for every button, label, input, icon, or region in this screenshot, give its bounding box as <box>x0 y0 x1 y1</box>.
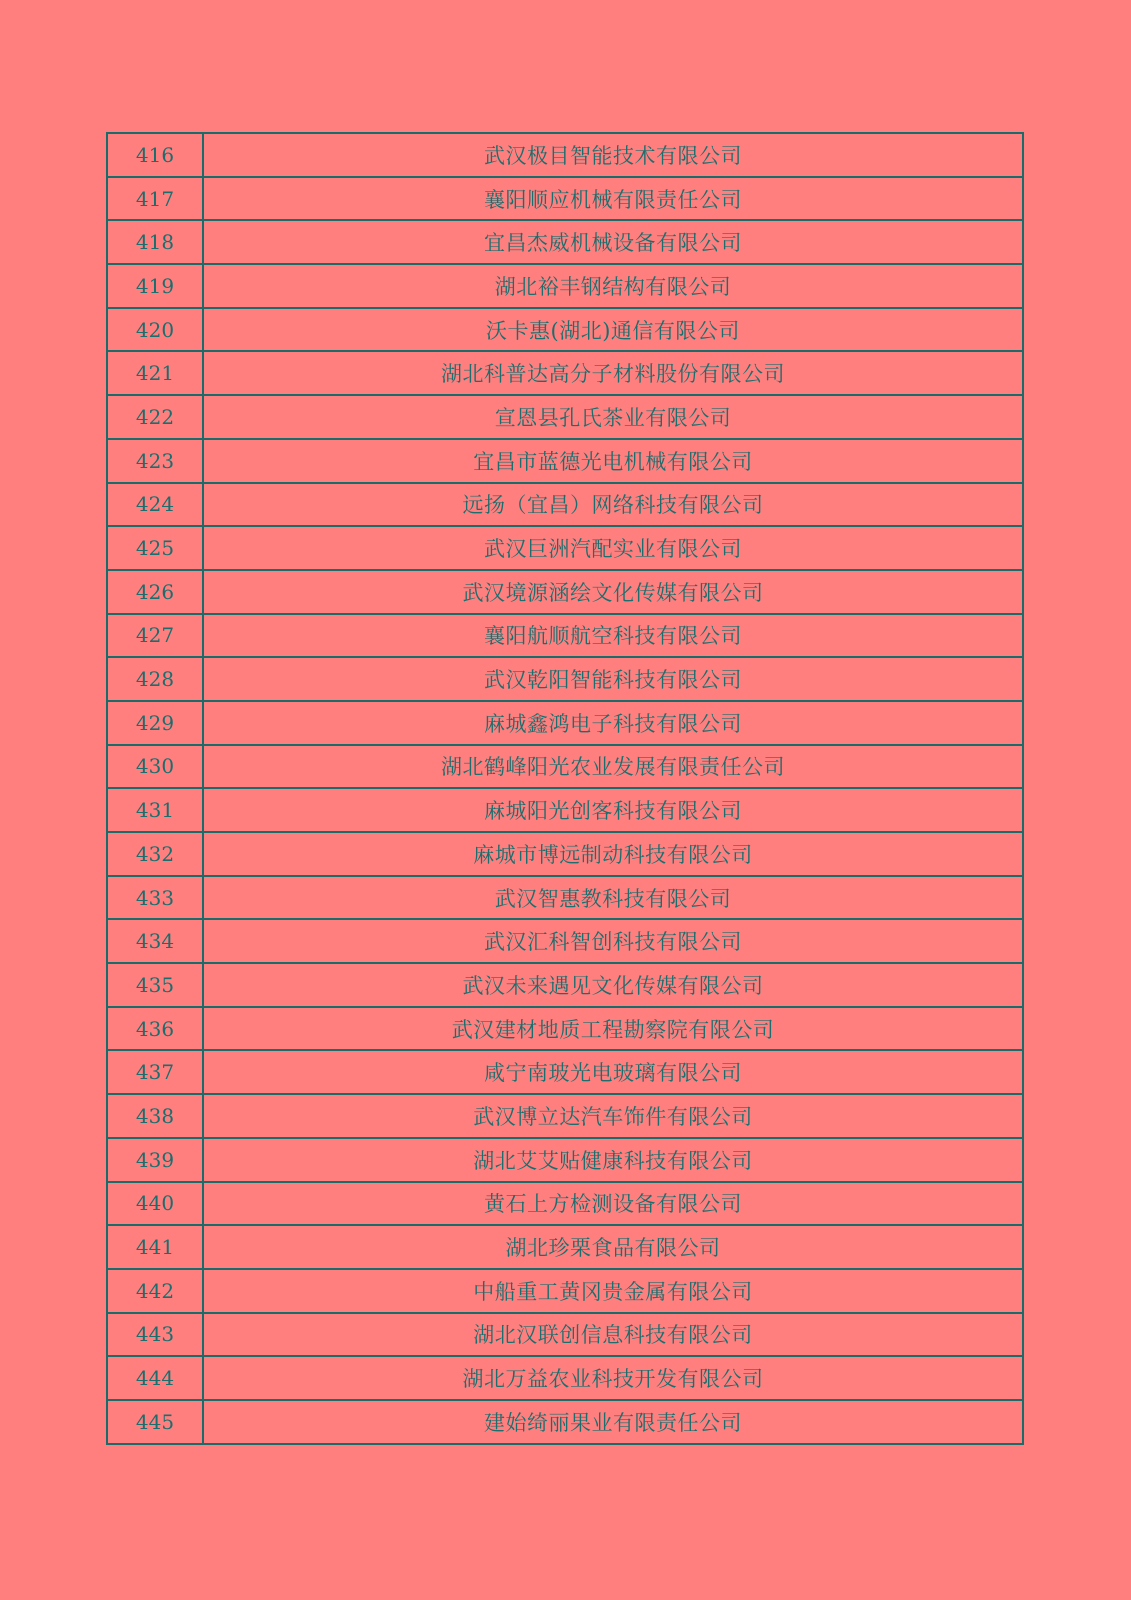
table-row <box>107 1356 1023 1400</box>
table-row <box>107 788 1023 832</box>
company-name-cell: 咸宁南玻光电玻璃有限公司 <box>203 1050 1023 1094</box>
company-name-cell: 湖北汉联创信息科技有限公司 <box>203 1313 1023 1357</box>
row-number-cell: 430 <box>107 745 203 789</box>
row-number-cell: 438 <box>107 1094 203 1138</box>
row-number-cell: 432 <box>107 832 203 876</box>
company-name-cell: 沃卡惠(湖北)通信有限公司 <box>203 308 1023 352</box>
row-number-cell: 435 <box>107 963 203 1007</box>
row-number-cell: 436 <box>107 1007 203 1051</box>
company-list-body <box>107 133 1023 1444</box>
table-row <box>107 1313 1023 1357</box>
table-row <box>107 308 1023 352</box>
row-number-cell: 419 <box>107 264 203 308</box>
company-name-cell: 襄阳顺应机械有限责任公司 <box>203 177 1023 221</box>
company-name-cell: 宣恩县孔氏茶业有限公司 <box>203 395 1023 439</box>
company-name-cell: 麻城鑫鸿电子科技有限公司 <box>203 701 1023 745</box>
row-number-cell: 420 <box>107 308 203 352</box>
company-name-cell: 襄阳航顺航空科技有限公司 <box>203 614 1023 658</box>
company-name-cell: 武汉巨洲汽配实业有限公司 <box>203 526 1023 570</box>
row-number-cell: 434 <box>107 919 203 963</box>
row-number-cell: 437 <box>107 1050 203 1094</box>
table-row <box>107 395 1023 439</box>
table-row <box>107 1400 1023 1444</box>
company-name-cell: 湖北珍栗食品有限公司 <box>203 1225 1023 1269</box>
table-row <box>107 657 1023 701</box>
row-number-cell: 442 <box>107 1269 203 1313</box>
table-row <box>107 1138 1023 1182</box>
company-name-cell: 宜昌市蓝德光电机械有限公司 <box>203 439 1023 483</box>
table-row <box>107 1269 1023 1313</box>
table-row <box>107 177 1023 221</box>
table-row <box>107 919 1023 963</box>
company-name-cell: 武汉极目智能技术有限公司 <box>203 133 1023 177</box>
table-row <box>107 1182 1023 1226</box>
company-name-cell: 武汉汇科智创科技有限公司 <box>203 919 1023 963</box>
table-row <box>107 526 1023 570</box>
table-row <box>107 133 1023 177</box>
company-name-cell: 麻城市博远制动科技有限公司 <box>203 832 1023 876</box>
table-row <box>107 220 1023 264</box>
table-row <box>107 439 1023 483</box>
table-row <box>107 963 1023 1007</box>
company-name-cell: 远扬（宜昌）网络科技有限公司 <box>203 483 1023 527</box>
row-number-cell: 439 <box>107 1138 203 1182</box>
company-name-cell: 武汉境源涵绘文化传媒有限公司 <box>203 570 1023 614</box>
company-name-cell: 宜昌杰威机械设备有限公司 <box>203 220 1023 264</box>
row-number-cell: 426 <box>107 570 203 614</box>
company-name-cell: 武汉乾阳智能科技有限公司 <box>203 657 1023 701</box>
row-number-cell: 424 <box>107 483 203 527</box>
table-row <box>107 483 1023 527</box>
company-name-cell: 湖北万益农业科技开发有限公司 <box>203 1356 1023 1400</box>
row-number-cell: 444 <box>107 1356 203 1400</box>
table-row <box>107 351 1023 395</box>
row-number-cell: 417 <box>107 177 203 221</box>
row-number-cell: 425 <box>107 526 203 570</box>
table-row <box>107 570 1023 614</box>
table-row <box>107 876 1023 920</box>
table-row <box>107 832 1023 876</box>
table-row <box>107 1225 1023 1269</box>
row-number-cell: 441 <box>107 1225 203 1269</box>
company-name-cell: 武汉未来遇见文化传媒有限公司 <box>203 963 1023 1007</box>
company-name-cell: 湖北科普达高分子材料股份有限公司 <box>203 351 1023 395</box>
company-list-table <box>106 132 1024 1445</box>
row-number-cell: 428 <box>107 657 203 701</box>
row-number-cell: 445 <box>107 1400 203 1444</box>
row-number-cell: 440 <box>107 1182 203 1226</box>
row-number-cell: 422 <box>107 395 203 439</box>
row-number-cell: 427 <box>107 614 203 658</box>
company-name-cell: 湖北裕丰钢结构有限公司 <box>203 264 1023 308</box>
company-name-cell: 黄石上方检测设备有限公司 <box>203 1182 1023 1226</box>
company-name-cell: 武汉智惠教科技有限公司 <box>203 876 1023 920</box>
table-row <box>107 1094 1023 1138</box>
row-number-cell: 431 <box>107 788 203 832</box>
row-number-cell: 423 <box>107 439 203 483</box>
table-row <box>107 264 1023 308</box>
company-name-cell: 建始绮丽果业有限责任公司 <box>203 1400 1023 1444</box>
table-row <box>107 701 1023 745</box>
table-row <box>107 1007 1023 1051</box>
row-number-cell: 421 <box>107 351 203 395</box>
row-number-cell: 443 <box>107 1313 203 1357</box>
company-name-cell: 湖北艾艾贴健康科技有限公司 <box>203 1138 1023 1182</box>
row-number-cell: 416 <box>107 133 203 177</box>
row-number-cell: 418 <box>107 220 203 264</box>
company-name-cell: 中船重工黄冈贵金属有限公司 <box>203 1269 1023 1313</box>
company-name-cell: 武汉建材地质工程勘察院有限公司 <box>203 1007 1023 1051</box>
table-row <box>107 614 1023 658</box>
row-number-cell: 429 <box>107 701 203 745</box>
company-name-cell: 湖北鹤峰阳光农业发展有限责任公司 <box>203 745 1023 789</box>
table-row <box>107 1050 1023 1094</box>
row-number-cell: 433 <box>107 876 203 920</box>
company-name-cell: 麻城阳光创客科技有限公司 <box>203 788 1023 832</box>
company-name-cell: 武汉博立达汽车饰件有限公司 <box>203 1094 1023 1138</box>
table-row <box>107 745 1023 789</box>
